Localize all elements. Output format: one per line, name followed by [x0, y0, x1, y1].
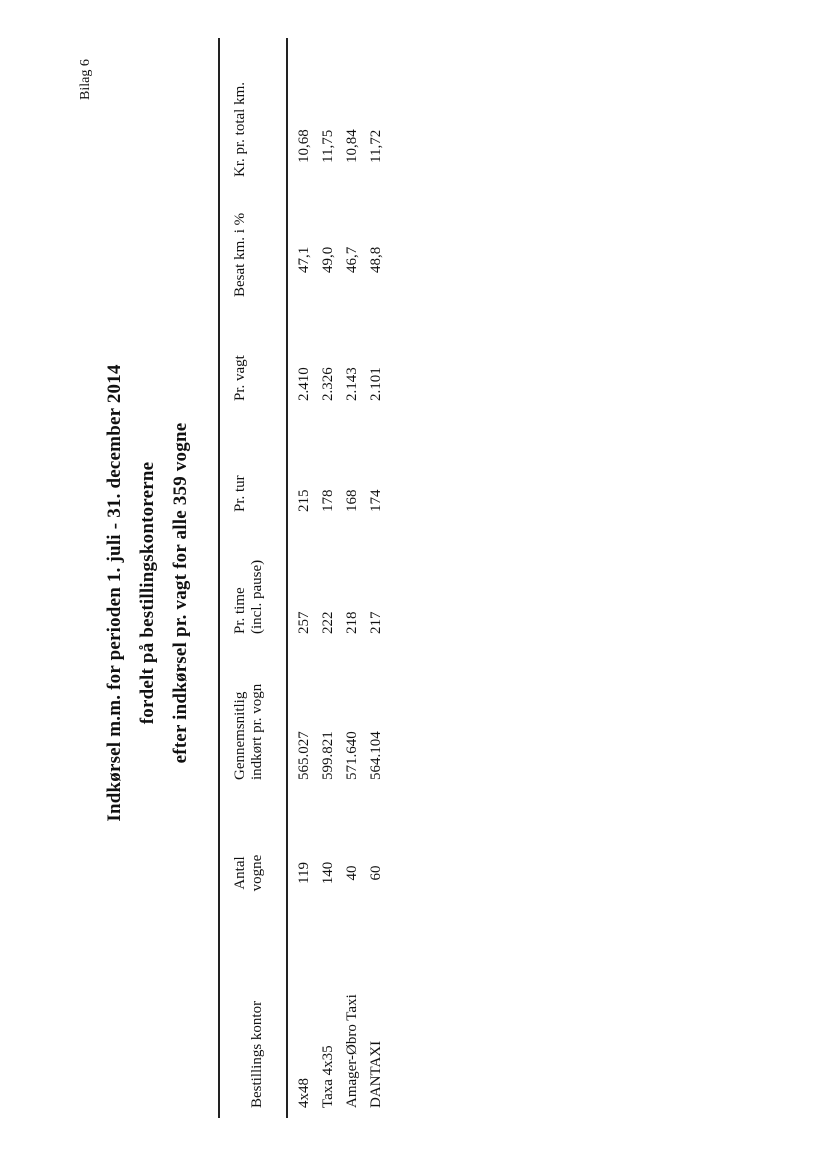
table-top-rule: [218, 38, 220, 1118]
table-cell-shift: 2.101: [368, 367, 384, 401]
header-cars-line1: Antal: [232, 856, 248, 890]
table-cell-occupied: 48,8: [368, 246, 384, 273]
title-line-3: efter indkørsel pr. vagt for alle 359 vogne: [170, 422, 191, 764]
table-cell-office: DANTAXI: [368, 1040, 384, 1108]
table-header-rule: [286, 38, 288, 1118]
table-cell-cars: 119: [296, 862, 312, 884]
table-cell-trip: 178: [320, 489, 336, 512]
header-per-km-text: Kr. pr. total km.: [232, 82, 248, 177]
table-cell-shift: 2.410: [296, 367, 312, 401]
table-cell-occupied: 49,0: [320, 246, 336, 273]
table-cell-cars: 60: [368, 865, 384, 881]
table-cell-occupied: 46,7: [344, 246, 360, 273]
table-cell-shift: 2.326: [320, 367, 336, 401]
header-cars-line2: vogne: [249, 854, 265, 892]
header-office: [232, 1001, 266, 1108]
table-cell-trip: 215: [296, 489, 312, 512]
header-shift: [232, 355, 249, 401]
table-cell-hour: 217: [368, 611, 384, 634]
header-occupied: [232, 213, 249, 297]
table-cell-avg: 564.104: [368, 731, 384, 780]
header-trip: [232, 475, 249, 512]
header-office-text: Bestillings kontor: [249, 1000, 265, 1108]
header-avg-line2: indkørt pr. vogn: [249, 683, 265, 780]
header-trip-text: Pr. tur: [232, 475, 248, 512]
rotated-document: [88, 38, 408, 1148]
table-cell-shift: 2.143: [344, 367, 360, 401]
table-cell-trip: 168: [344, 489, 360, 512]
table-cell-office: 4x48: [296, 1078, 312, 1108]
table-cell-avg: 565.027: [296, 731, 312, 780]
header-cars: [232, 855, 266, 892]
table-cell-office: Amager-Øbro Taxi: [344, 994, 360, 1108]
document-title: [98, 38, 197, 1148]
attachment-label-text: Bilag 6: [78, 59, 93, 100]
title-line-2: fordelt på bestillingskontorerne: [137, 461, 158, 725]
header-avg: [232, 684, 266, 780]
table-cell-hour: 218: [344, 611, 360, 634]
table-cell-office: Taxa 4x35: [320, 1045, 336, 1108]
header-hour-line2: (incl. pause): [249, 559, 265, 634]
table-cell-per-km: 11,72: [368, 129, 384, 163]
table-cell-cars: 140: [320, 861, 336, 885]
table-cell-trip: 174: [368, 489, 384, 512]
table-cell-cars: 40: [344, 865, 360, 881]
header-shift-text: Pr. vagt: [232, 355, 248, 401]
table-cell-hour: 222: [320, 611, 336, 634]
table-cell-per-km: 10,84: [344, 129, 360, 163]
header-avg-line1: Gennemsnitlig: [232, 691, 248, 780]
header-per-km: [232, 82, 249, 177]
table-cell-hour: 257: [296, 611, 312, 634]
header-hour: [232, 560, 266, 634]
table-cell-per-km: 10,68: [296, 129, 312, 163]
title-line-1: Indkørsel m.m. for perioden 1. juli - 31. december 2014: [104, 364, 125, 822]
table-cell-avg: 599.821: [320, 731, 336, 780]
header-hour-line1: Pr. time: [232, 587, 248, 634]
table-cell-avg: 571.640: [344, 731, 360, 780]
table-cell-per-km: 11,75: [320, 129, 336, 163]
table-cell-occupied: 47,1: [296, 246, 312, 273]
header-occupied-text: Besat km. i %: [232, 212, 248, 297]
